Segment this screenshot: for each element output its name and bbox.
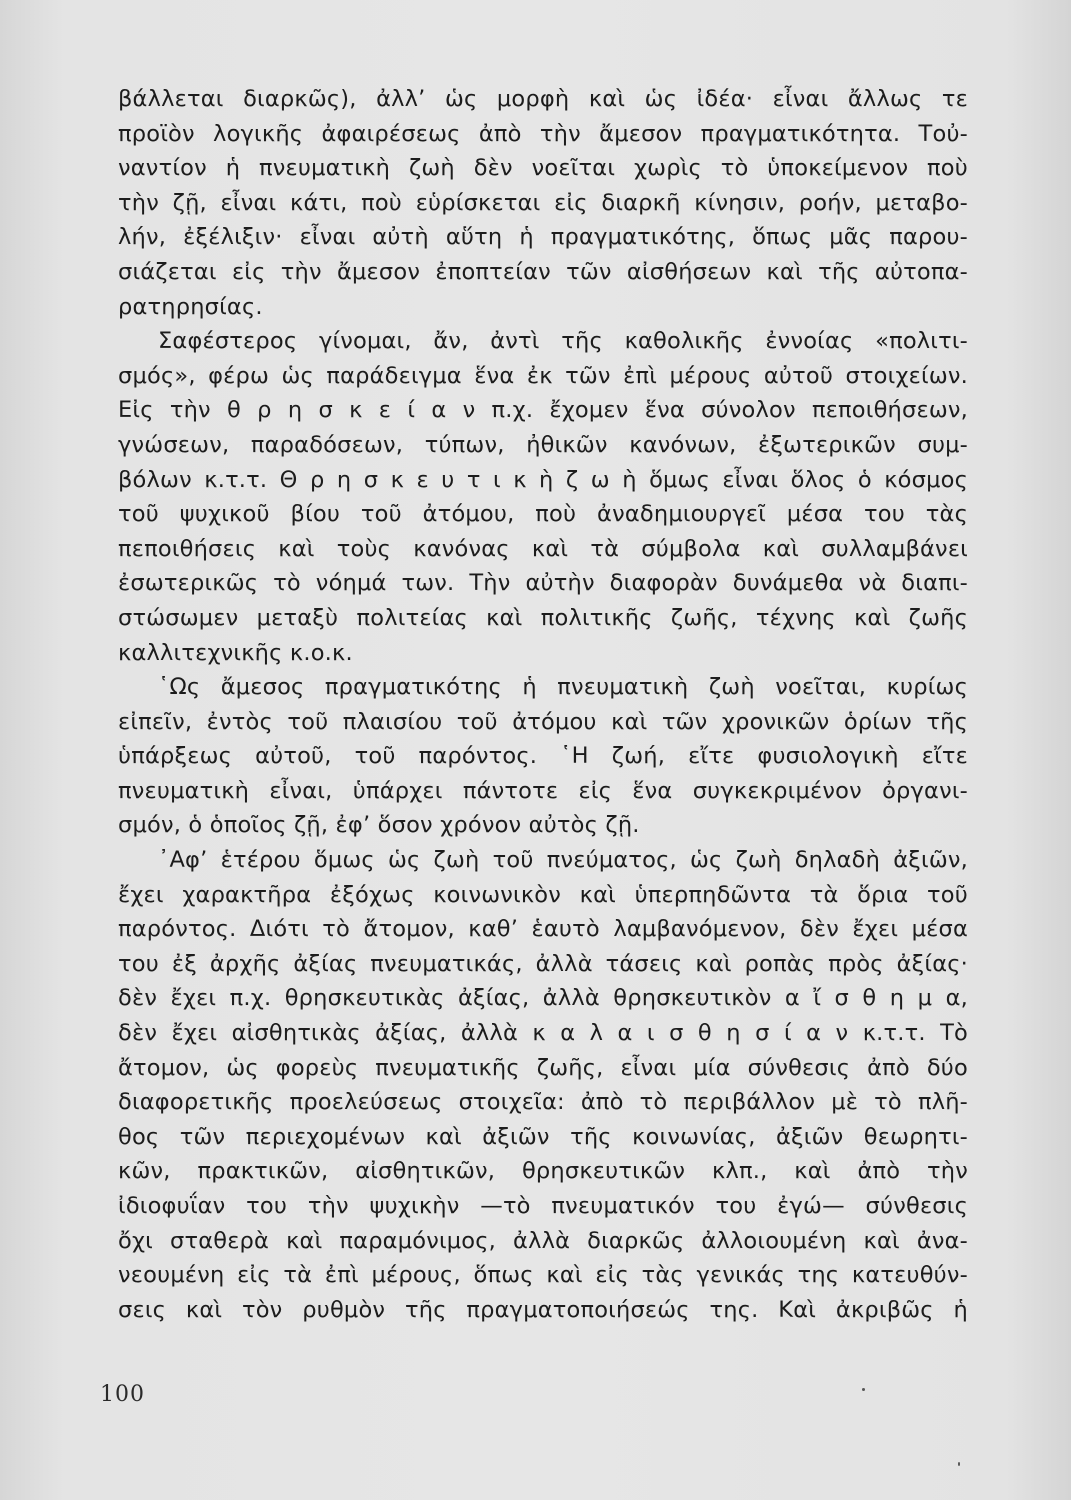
text-line: πνευματικὴ εἶναι, ὑπάρχει πάντοτε εἰς ἕνα συγκεκριμένον ὀργανι-: [118, 777, 968, 804]
text-line: γνώσεων, παραδόσεων, τύπων, ἠθικῶν κανόνων, ἐξωτερικῶν συμ-: [118, 431, 968, 458]
text-line: ἔχει χαρακτῆρα ἐξόχως κοινωνικὸν καὶ ὑπερπηδῶντα τὰ ὅρια τοῦ: [118, 881, 968, 908]
text-line: κῶν, πρακτικῶν, αἰσθητικῶν, θρησκευτικῶν κλπ., καὶ ἀπὸ τὴν: [118, 1158, 968, 1185]
text-line: ναντίον ἡ πνευματικὴ ζωὴ δὲν νοεῖται χωρὶς τὸ ὑποκείμενον ποὺ: [118, 155, 968, 182]
text-line: προϊὸν λογικῆς ἀφαιρέσεως ἀπὸ τὴν ἄμεσον πραγματικότητα. Τοὐ-: [118, 120, 968, 147]
text-line: τὴν ζῇ, εἶναι κάτι, ποὺ εὑρίσκεται εἰς διαρκῆ κίνησιν, ροήν, μεταβο-: [118, 189, 968, 216]
text-line: διαφορετικῆς προελεύσεως στοιχεῖα: ἀπὸ τὸ περιβάλλον μὲ τὸ πλῆ-: [118, 1089, 968, 1116]
text-line: βάλλεται διαρκῶς), ἀλλ’ ὡς μορφὴ καὶ ὡς ἰδέα· εἶναι ἄλλως τε: [118, 86, 968, 112]
text-line: σμός», φέρω ὡς παράδειγμα ἕνα ἐκ τῶν ἐπὶ μέρους αὐτοῦ στοιχείων.: [118, 362, 968, 389]
text-line: παρόντος. Διότι τὸ ἄτομον, καθ’ ἑαυτὸ λαμβανόμενον, δὲν ἔχει μέσα: [118, 916, 968, 943]
text-line: στώσωμεν μεταξὺ πολιτείας καὶ πολιτικῆς ζωῆς, τέχνης καὶ ζωῆς: [118, 604, 968, 631]
text-line: ὑπάρξεως αὐτοῦ, τοῦ παρόντος. ῾Η ζωή, εἴτε φυσιολογικὴ εἴτε: [118, 743, 968, 770]
text-line: σιάζεται εἰς τὴν ἄμεσον ἐποπτείαν τῶν αἰσθήσεων καὶ τῆς αὐτοπα-: [118, 258, 968, 285]
text-line: δὲν ἔχει αἰσθητικὰς ἀξίας, ἀλλὰ κ α λ α ι σ θ η σ ί α ν κ.τ.τ. Τὸ: [118, 1020, 968, 1047]
text-line: του ἐξ ἀρχῆς ἀξίας πνευματικάς, ἀλλὰ τάσεις καὶ ροπὰς πρὸς ἀξίας·: [118, 950, 968, 977]
text-line: σεις καὶ τὸν ρυθμὸν τῆς πραγματοποιήσεώς της. Καὶ ἀκριβῶς ἡ: [118, 1296, 968, 1323]
text-line: ἐσωτερικῶς τὸ νόημά των. Τὴν αὐτὴν διαφορὰν δυνάμεθα νὰ διαπι-: [118, 570, 968, 597]
text-line: βόλων κ.τ.τ. Θ ρ η σ κ ε υ τ ι κ ὴ ζ ω ὴ ὅμως εἶναι ὅλος ὁ κόσμος: [118, 466, 968, 493]
text-line: νεουμένη εἰς τὰ ἐπὶ μέρους, ὅπως καὶ εἰς τὰς γενικάς της κατευθύν-: [118, 1262, 968, 1289]
text-line: ἄτομον, ὡς φορεὺς πνευματικῆς ζωῆς, εἶναι μία σύνθεσις ἀπὸ δύο: [118, 1054, 968, 1081]
text-line: λήν, ἐξέλιξιν· εἶναι αὐτὴ αὕτη ἡ πραγματικότης, ὅπως μᾶς παρου-: [118, 224, 968, 251]
text-line: ἰδιοφυΐαν του τὴν ψυχικὴν —τὸ πνευματικόν του ἐγώ— σύνθεσις: [118, 1193, 968, 1219]
text-line: ῾Ως ἄμεσος πραγματικότης ἡ πνευματικὴ ζωὴ νοεῖται, κυρίως: [158, 674, 968, 701]
text-line: τοῦ ψυχικοῦ βίου τοῦ ἀτόμου, ποὺ ἀναδημιουργεῖ μέσα του τὰς: [118, 501, 968, 528]
page-speck: [862, 1388, 865, 1391]
page-number: 100: [100, 1382, 145, 1407]
text-line: πεποιθήσεις καὶ τοὺς κανόνας καὶ τὰ σύμβολα καὶ συλλαμβάνει: [118, 535, 968, 562]
text-line: Σαφέστερος γίνομαι, ἄν, ἀντὶ τῆς καθολικῆς ἐννοίας «πολιτι-: [158, 328, 968, 355]
page-speck: [958, 1462, 960, 1466]
text-line: σμόν, ὁ ὁποῖος ζῇ, ἐφ’ ὅσον χρόνον αὐτὸς ζῇ.: [118, 812, 640, 839]
body-text: [118, 82, 968, 1327]
text-line: ᾿Αφ’ ἑτέρου ὅμως ὡς ζωὴ τοῦ πνεύματος, ὡς ζωὴ δηλαδὴ ἀξιῶν,: [158, 847, 968, 874]
text-line: ὄχι σταθερὰ καὶ παραμόνιμος, ἀλλὰ διαρκῶς ἀλλοιουμένη καὶ ἀνα-: [118, 1227, 968, 1254]
text-line: Εἰς τὴν θ ρ η σ κ ε ί α ν π.χ. ἔχομεν ἕνα σύνολον πεποιθήσεων,: [118, 397, 968, 424]
text-line: δὲν ἔχει π.χ. θρησκευτικὰς ἀξίας, ἀλλὰ θρησκευτικὸν α ἴ σ θ η μ α,: [118, 985, 968, 1012]
text-line: θος τῶν περιεχομένων καὶ ἀξιῶν τῆς κοινωνίας, ἀξιῶν θεωρητι-: [118, 1123, 968, 1150]
text-line: εἰπεῖν, ἐντὸς τοῦ πλαισίου τοῦ ἀτόμου καὶ τῶν χρονικῶν ὁρίων τῆς: [118, 708, 968, 735]
text-line: ρατηρησίας.: [118, 293, 263, 320]
text-line: καλλιτεχνικῆς κ.ο.κ.: [118, 639, 353, 666]
